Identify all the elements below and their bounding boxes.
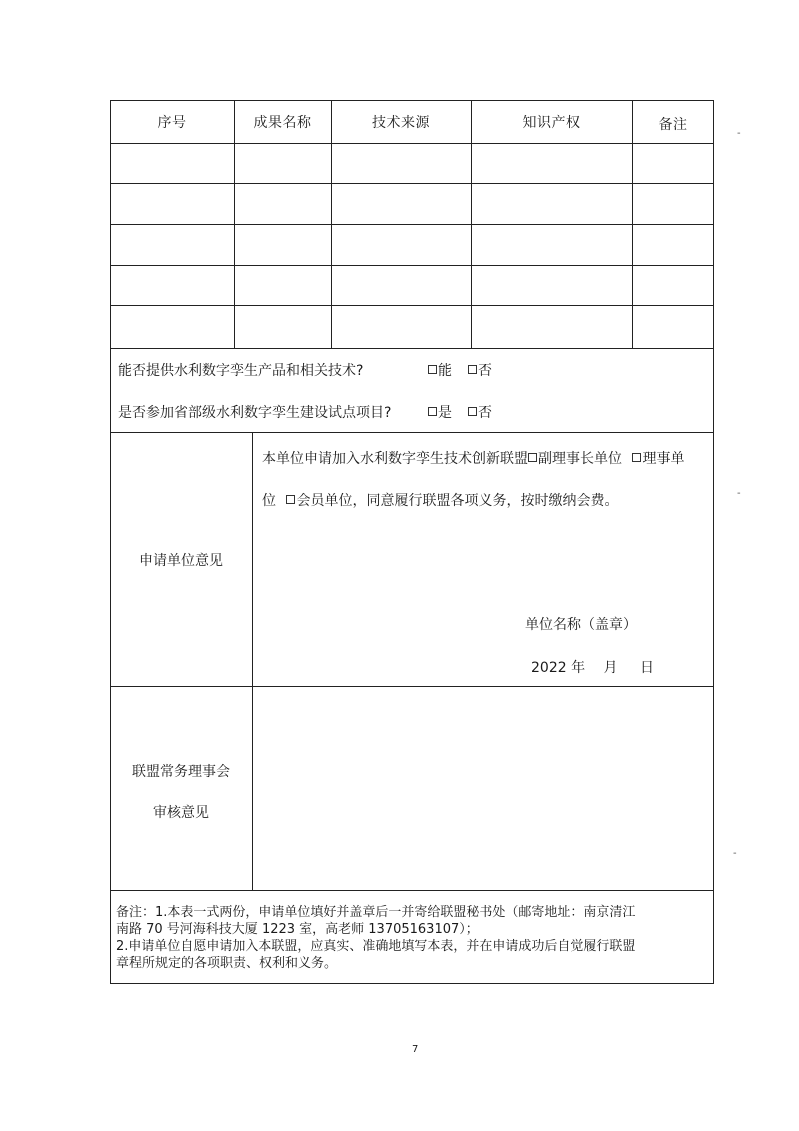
option-yes[interactable]: 是	[428, 402, 452, 422]
notes-block	[116, 904, 710, 972]
header-serial: 序号	[157, 115, 187, 131]
applicant-statement-line2: 位 会员单位，同意履行联盟各项义务，按时缴纳会费。	[262, 493, 619, 509]
scan-mark: -	[733, 848, 737, 859]
header-remarks: 备注	[658, 117, 688, 133]
scan-mark: -	[737, 488, 741, 499]
applicant-opinion-label: 申请单位意见	[139, 553, 223, 569]
seal-label: 单位名称（盖章）	[525, 617, 637, 633]
question-provide-tech	[118, 360, 492, 380]
council-label: 联盟常务理事会	[132, 764, 230, 780]
header-tech-source: 技术来源	[372, 115, 430, 131]
section-divider	[110, 432, 714, 433]
question-text: 是否参加省部级水利数字孪生建设试点项目?	[118, 405, 392, 421]
review-opinion-label: 审核意见	[153, 805, 209, 821]
header-ip: 知识产权	[522, 115, 581, 131]
applicant-statement-line1: 本单位申请加入水利数字孪生技术创新联盟 副理事长单位 理事单	[262, 451, 685, 467]
checkbox-icon	[468, 365, 477, 374]
note-line: 章程所规定的各项职责、权利和义务。	[116, 956, 338, 971]
question-text: 能否提供水利数字孪生产品和相关技术?	[118, 363, 364, 379]
checkbox-icon[interactable]	[632, 453, 641, 462]
label-column-divider	[252, 432, 253, 890]
checkbox-icon	[428, 407, 437, 416]
page-number: 7	[412, 1044, 419, 1055]
row-divider	[110, 224, 714, 225]
row-divider	[110, 305, 714, 306]
form-border	[110, 100, 714, 984]
question-pilot-project	[118, 402, 492, 422]
option-yes[interactable]: 能	[428, 360, 452, 380]
note-line: 2.申请单位自愿申请加入本联盟，应真实、准确地填写本表，并在申请成功后自觉履行联盟	[116, 939, 636, 954]
scan-mark: -	[737, 128, 741, 139]
option-no[interactable]: 否	[468, 360, 492, 380]
note-line: 南路 70 号河海科技大厦 1223 室，高老师 13705163107）；	[116, 922, 479, 937]
checkbox-icon	[468, 407, 477, 416]
row-divider	[110, 265, 714, 266]
date-line: 2022 年 月 日	[531, 660, 654, 676]
option-no[interactable]: 否	[468, 402, 492, 422]
checkbox-icon	[428, 365, 437, 374]
row-divider	[110, 183, 714, 184]
checkbox-icon[interactable]	[286, 495, 295, 504]
section-divider	[110, 686, 714, 687]
section-divider	[110, 890, 714, 891]
header-achievement-name: 成果名称	[253, 115, 312, 131]
checkbox-icon[interactable]	[528, 453, 537, 462]
row-divider	[110, 348, 714, 349]
note-line: 备注：1.本表一式两份，申请单位填好并盖章后一并寄给联盟秘书处（邮寄地址：南京清江	[116, 905, 636, 920]
row-divider	[110, 143, 714, 144]
